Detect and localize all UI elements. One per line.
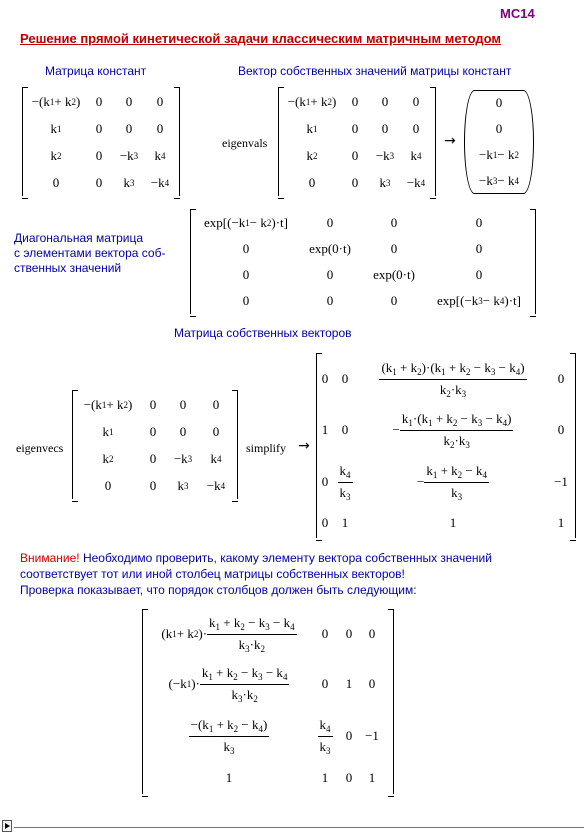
cell: 0 (308, 174, 316, 190)
cell: 0 (321, 371, 329, 386)
cell: 1 (341, 515, 349, 530)
cell: 0 (95, 174, 103, 190)
warning-line: Внимание! Необходимо проверить, какому элементу вектора собственных значений (20, 551, 492, 565)
cell: −(k 1 + k 2 ) (287, 93, 337, 109)
cell: 0 (345, 626, 353, 641)
cell: 1 (449, 515, 457, 530)
eigenvals-argument-cells (284, 88, 432, 196)
cell: k 3 (123, 174, 135, 190)
cell: k 3 (177, 477, 189, 493)
cell: 0 (242, 241, 250, 256)
caption-constant-matrix: Матрица констант (45, 64, 147, 78)
cell: −1 (554, 474, 568, 489)
cell: k 4 (410, 147, 422, 163)
cell: 0 (149, 450, 157, 466)
cell: 0 (95, 147, 103, 163)
cell: 0 (321, 626, 329, 641)
fraction: $\frac{k_1 + k_2 - k_4}{k_3}$ (426, 462, 488, 502)
region-marker-icon[interactable] (2, 820, 12, 832)
caption-line: Диагональная матрица (14, 231, 144, 245)
cell: 0 (125, 120, 133, 136)
cell: 0 (149, 396, 157, 412)
eigenvecs-argument-cells (78, 391, 234, 499)
cell: 0 (341, 422, 349, 437)
cell: 1 (557, 515, 565, 530)
simplify-arrow: → (298, 438, 310, 454)
cell: 0 (495, 121, 503, 136)
cell: 0 (52, 174, 60, 190)
cell: 0 (475, 241, 483, 256)
simplify-keyword: simplify (246, 441, 287, 455)
fraction: $\frac{k_1 + k_2 - k_3 - k_4}{k_3\cdot k_2}$ (201, 664, 288, 704)
page-title: Решение прямой кинетической задачи классическим матричным методом (20, 31, 501, 46)
cell: 1 (345, 676, 353, 691)
cell: 0 (179, 396, 187, 412)
cell: 0 (149, 423, 157, 439)
warning-line: соответствует тот или иной столбец матрицы собственных векторов! (20, 567, 405, 581)
cell: 0 (390, 241, 398, 256)
cell (318, 717, 333, 756)
cell: 0 (326, 293, 334, 308)
cell: 0 (321, 676, 329, 691)
cell: 0 (326, 215, 334, 230)
caption-line: с элементами вектора соб- (14, 246, 166, 260)
cell: k 1 (306, 120, 318, 136)
cell: − $\frac{k_1 + k_2 - k_4}{k_3}$ (416, 462, 488, 502)
cell: 0 (390, 293, 398, 308)
fraction: $\frac{(k_1 + k_2)\cdot(k_1 + k_2 - k_3 - k_4)}{k_2\cdot k_3}$ (381, 359, 525, 399)
cell: − k 3 (173, 450, 193, 466)
cell: 0 (321, 515, 329, 530)
cell: exp(0·t) (309, 241, 351, 256)
cell: 0 (412, 93, 420, 109)
cell: 0 (242, 267, 250, 282)
eigenvalues-vector-cells (466, 90, 532, 194)
cell: 0 (321, 474, 329, 489)
cell: −1 (365, 728, 379, 743)
cell: 0 (95, 93, 103, 109)
cell: 0 (475, 215, 483, 230)
cell: − k 3 (119, 147, 139, 163)
cell: 0 (95, 120, 103, 136)
cell: 0 (390, 215, 398, 230)
cell: − k 4 (406, 174, 426, 190)
cell: k 2 (50, 147, 62, 163)
cell: exp[(−k 3 − k 4 )·t] (437, 293, 521, 308)
cell: 0 (156, 93, 164, 109)
cell: 0 (495, 95, 503, 110)
cell: 0 (341, 371, 349, 386)
cell (379, 360, 526, 399)
cell: 0 (368, 676, 376, 691)
cell: 1 (321, 770, 329, 785)
cell: 0 (125, 93, 133, 109)
cell: k 2 (306, 147, 318, 163)
warning-line: Проверка показывает, что порядок столбцов должен быть следующим: (20, 583, 417, 597)
cell: 0 (368, 626, 376, 641)
caption-diagonal-matrix (14, 231, 165, 276)
cell: 1 (225, 770, 233, 785)
cell (189, 717, 270, 756)
cell: k 4 (154, 147, 166, 163)
caption-eigenvectors: Матрица собственных векторов (174, 326, 352, 340)
cell: 0 (351, 93, 359, 109)
eigenvectors-matrix-cells (318, 354, 574, 538)
fraction: $\frac{k_4}{k_3}$ (319, 716, 331, 756)
cell: 1 (321, 422, 329, 437)
evaluation-arrow: → (444, 133, 456, 149)
cell: − k 4 (150, 174, 170, 190)
cell: 0 (475, 267, 483, 282)
cell: 0 (412, 120, 420, 136)
cell: k 1 (50, 120, 62, 136)
eigenvals-function: eigenvals (222, 136, 268, 150)
cell: exp(0·t) (373, 267, 415, 282)
cell: −k 3 − k 4 (479, 173, 519, 188)
cell: − k 3 (375, 147, 395, 163)
cell: − $\frac{k_1\cdot(k_1 + k_2 - k_3 - k_4)}{k_2\cdot k_3}$ (392, 410, 512, 450)
cell: (k 1 + k 2 ) · $\frac{k_1 + k_2 - k_3 - k_4}{k_3\cdot k_2}$ (161, 614, 295, 654)
cell: 0 (351, 120, 359, 136)
fraction: $\frac{k_4}{k_3}$ (339, 462, 351, 502)
fraction: $\frac{-(k_1 + k_2 - k_4)}{k_3}$ (190, 716, 268, 756)
cell: k 4 (210, 450, 222, 466)
fraction: $\frac{k_1 + k_2 - k_3 - k_4}{k_3\cdot k_2}$ (209, 614, 295, 654)
cell: − k 4 (206, 477, 226, 493)
cell: k 2 (102, 450, 114, 466)
cell: 0 (242, 293, 250, 308)
document-tag: MC14 (500, 6, 535, 21)
cell: (−k 1 ) · $\frac{k_1 + k_2 - k_3 - k_4}{k_3\cdot k_2}$ (168, 664, 288, 704)
cell: −(k 1 + k 2 ) (31, 93, 81, 109)
cell: 0 (156, 120, 164, 136)
cell: 0 (557, 422, 565, 437)
cell: 0 (104, 477, 112, 493)
cell: 0 (351, 147, 359, 163)
cell: 0 (345, 770, 353, 785)
cell: 0 (179, 423, 187, 439)
cell: 0 (351, 174, 359, 190)
cell: 0 (149, 477, 157, 493)
warning-text (20, 550, 492, 598)
caption-line: ственных значений (14, 261, 122, 275)
cell: 0 (557, 371, 565, 386)
eigenvecs-function: eigenvecs (16, 441, 64, 455)
diagonal-exp-matrix-cells (194, 210, 532, 314)
cell: 0 (345, 728, 353, 743)
cell: 0 (381, 93, 389, 109)
cell: −(k 1 + k 2 ) (83, 396, 133, 412)
cell: k 1 (102, 423, 114, 439)
region-divider (14, 827, 584, 828)
reordered-eigenvectors-cells (146, 610, 390, 794)
cell: exp[(−k 1 − k 2 )·t] (204, 215, 288, 230)
cell: k 3 (379, 174, 391, 190)
cell: 0 (212, 396, 220, 412)
fraction: $\frac{k_1\cdot(k_1 + k_2 - k_3 - k_4)}{k_2\cdot k_3}$ (401, 410, 512, 450)
cell: −k 1 − k 2 (479, 147, 519, 162)
cell: 0 (326, 267, 334, 282)
constant-matrix-cells (28, 88, 176, 196)
cell: 1 (368, 770, 376, 785)
caption-eigenvalues: Вектор собственных значений матрицы констант (238, 64, 512, 78)
cell: 0 (212, 423, 220, 439)
cell (338, 463, 353, 502)
cell: 0 (381, 120, 389, 136)
